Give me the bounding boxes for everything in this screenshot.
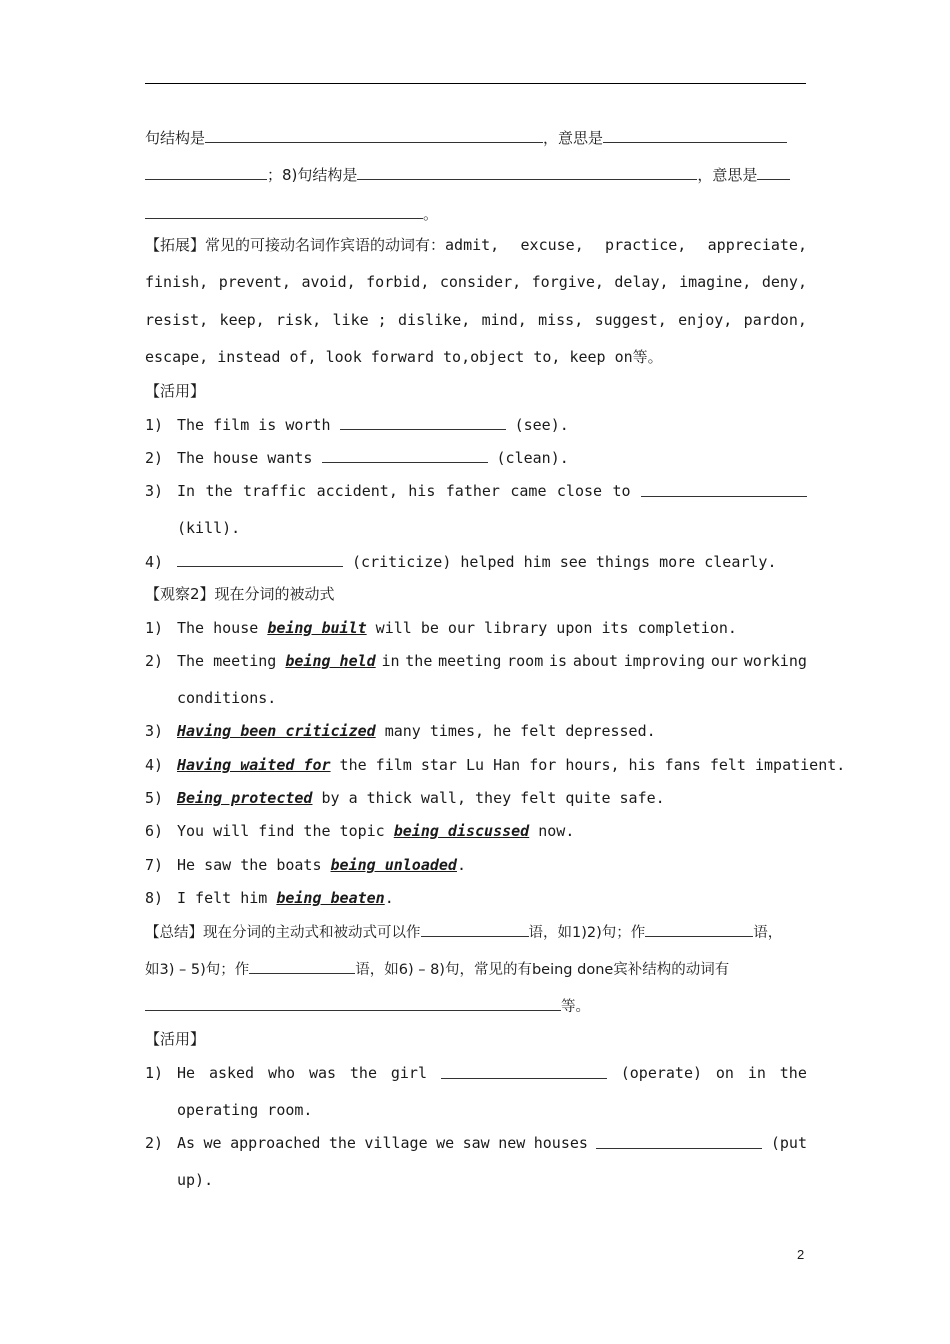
list-item-cont: operating room. bbox=[177, 1101, 313, 1119]
blank[interactable] bbox=[357, 164, 697, 180]
blank[interactable] bbox=[645, 921, 753, 937]
expand-line-3: resist, keep, risk, like ; dislike, mind, miss, suggest, enjoy, pardon, bbox=[145, 311, 807, 329]
blank[interactable] bbox=[205, 127, 543, 143]
list-item: 2) The house wants (clean). bbox=[145, 449, 569, 467]
summary-line-2: 如3) – 5)句；作 语，如6) – 8)句，常见的有being done宾补结构的动词有 bbox=[145, 958, 807, 980]
list-item-cont: up). bbox=[177, 1171, 214, 1189]
list-item: 4) Having waited for the film star Lu Han for hours, his fans felt impatient. bbox=[145, 756, 846, 774]
blank[interactable] bbox=[145, 203, 423, 219]
expand-line-4: escape, instead of, look forward to,object to, keep on等。 bbox=[145, 348, 663, 366]
expand-line-2: finish, prevent, avoid, forbid, consider, forgive, delay, imagine, deny, bbox=[145, 273, 807, 291]
blank[interactable] bbox=[603, 127, 787, 143]
list-item: 1) The film is worth (see). bbox=[145, 416, 569, 434]
list-item: 7) He saw the boats being unloaded. bbox=[145, 856, 466, 874]
list-item: 3) In the traffic accident, his father came close to bbox=[145, 481, 807, 501]
list-item: 6) You will find the topic being discussed now. bbox=[145, 822, 575, 840]
list-item-cont: (kill). bbox=[177, 519, 241, 537]
blank[interactable] bbox=[249, 958, 355, 974]
blank[interactable] bbox=[145, 995, 561, 1011]
observe2-heading: 【观察2】现在分词的被动式 bbox=[145, 585, 335, 603]
answer-blank[interactable] bbox=[322, 447, 488, 463]
list-item: 2) The meeting being held in the meeting room is about improving our working bbox=[145, 652, 807, 670]
answer-blank[interactable] bbox=[340, 414, 506, 430]
list-item: 2) As we approached the village we saw new houses (put bbox=[145, 1134, 807, 1152]
summary-line-3: 等。 bbox=[145, 995, 807, 1017]
practice1-heading: 【活用】 bbox=[145, 382, 206, 400]
list-item: 8) I felt him being beaten. bbox=[145, 889, 394, 907]
top-line-3: 。 bbox=[145, 203, 807, 224]
blank[interactable] bbox=[145, 164, 267, 180]
list-item: 3) Having been criticized many times, he felt depressed. bbox=[145, 722, 656, 740]
list-item: 1) He asked who was the girl (operate) on in the bbox=[145, 1064, 807, 1082]
summary-line-1: 【总结】现在分词的主动式和被动式可以作 语，如1)2)句；作 语， bbox=[145, 921, 807, 943]
list-item: 5) Being protected by a thick wall, they felt quite safe. bbox=[145, 789, 665, 807]
answer-blank[interactable] bbox=[641, 481, 807, 497]
answer-blank[interactable] bbox=[441, 1063, 607, 1079]
expand-line-1: 【拓展】常见的可接动名词作宾语的动词有：admit, excuse, practice, appreciate, bbox=[145, 236, 807, 254]
answer-blank[interactable] bbox=[177, 551, 343, 567]
page-number: 2 bbox=[797, 1247, 805, 1262]
list-item: 1) The house being built will be our library upon its completion. bbox=[145, 619, 737, 637]
top-line-2: ；8)句结构是 ，意思是 bbox=[145, 164, 807, 185]
list-item-cont: conditions. bbox=[177, 689, 277, 707]
top-line-1: 句结构是 ，意思是 bbox=[145, 127, 807, 148]
blank[interactable] bbox=[421, 921, 529, 937]
list-item: 4) (criticize) helped him see things more clearly. bbox=[145, 553, 777, 571]
expand-label: 【拓展】常见的可接动名词作宾语的动词有： bbox=[145, 236, 446, 254]
blank[interactable] bbox=[757, 164, 790, 180]
practice2-heading: 【活用】 bbox=[145, 1030, 206, 1048]
header-rule bbox=[145, 83, 806, 84]
answer-blank[interactable] bbox=[596, 1133, 762, 1149]
